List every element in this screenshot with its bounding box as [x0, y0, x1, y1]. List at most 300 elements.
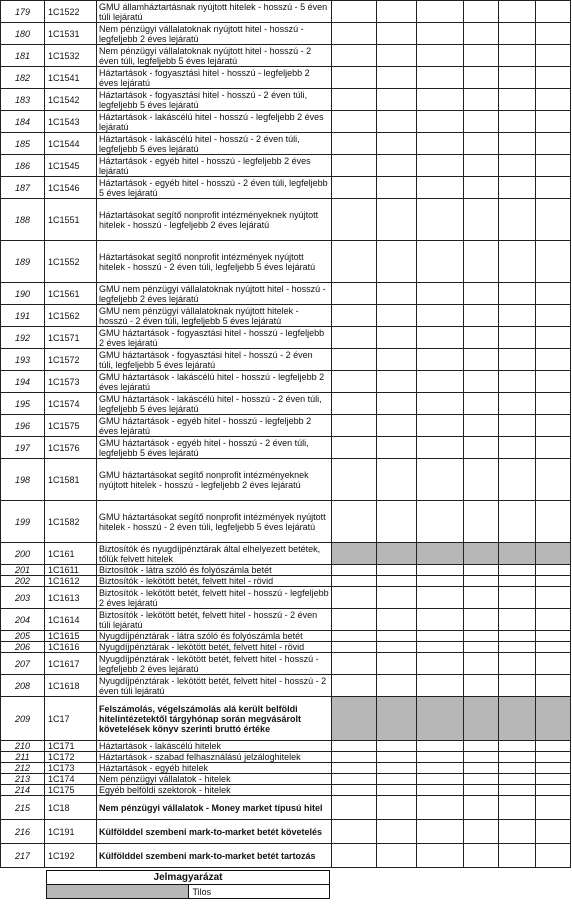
data-entry-cell[interactable]: [499, 111, 536, 133]
data-entry-cell[interactable]: [377, 67, 417, 89]
data-entry-cell[interactable]: [417, 371, 464, 393]
row-description: GMU háztartásokat segítő nonprofit intézményeknek nyújtott hitelek - hosszú - legfeljebb 2 éves lejáratú: [97, 459, 332, 501]
data-entry-cell[interactable]: [464, 241, 499, 283]
data-entry-cell[interactable]: [332, 796, 377, 820]
row-code: 1C192: [45, 844, 97, 868]
data-entry-cell[interactable]: [417, 752, 464, 763]
data-entry-cell[interactable]: [377, 437, 417, 459]
data-entry-cell[interactable]: [417, 177, 464, 199]
table-row: [1, 609, 571, 631]
data-entry-cell[interactable]: [536, 437, 571, 459]
data-entry-cell[interactable]: [377, 763, 417, 774]
data-entry-cell[interactable]: [377, 459, 417, 501]
data-entry-cell[interactable]: [417, 631, 464, 642]
data-entry-cell[interactable]: [332, 111, 377, 133]
row-code: 1C1551: [45, 199, 97, 241]
data-entry-cell[interactable]: [499, 393, 536, 415]
data-entry-cell[interactable]: [332, 155, 377, 177]
row-code: 1C1532: [45, 45, 97, 67]
row-code: 1C1582: [45, 501, 97, 543]
row-description: Háztartások - egyéb hitelek: [97, 763, 332, 774]
data-entry-cell[interactable]: [417, 587, 464, 609]
data-entry-cell[interactable]: [417, 89, 464, 111]
data-entry-cell[interactable]: [464, 133, 499, 155]
data-entry-cell[interactable]: [417, 155, 464, 177]
data-entry-cell[interactable]: [417, 642, 464, 653]
data-entry-cell[interactable]: [417, 199, 464, 241]
data-entry-cell[interactable]: [536, 785, 571, 796]
data-entry-cell[interactable]: [499, 67, 536, 89]
data-entry-cell[interactable]: [499, 844, 536, 868]
table-row: [1, 393, 571, 415]
data-entry-cell[interactable]: [332, 609, 377, 631]
data-entry-cell[interactable]: [332, 675, 377, 697]
data-entry-cell[interactable]: [417, 393, 464, 415]
row-number: 181: [1, 45, 45, 67]
row-number: 195: [1, 393, 45, 415]
data-entry-cell[interactable]: [377, 45, 417, 67]
data-entry-cell[interactable]: [464, 642, 499, 653]
data-entry-cell[interactable]: [332, 501, 377, 543]
data-entry-cell[interactable]: [417, 763, 464, 774]
data-entry-cell[interactable]: [536, 642, 571, 653]
data-entry-cell[interactable]: [332, 67, 377, 89]
legend-box: [46, 870, 330, 899]
data-entry-cell[interactable]: [377, 393, 417, 415]
row-number: 180: [1, 23, 45, 45]
data-entry-cell[interactable]: [464, 1, 499, 23]
legend-label: Tilos: [188, 885, 330, 899]
table-row: [1, 437, 571, 459]
data-entry-cell[interactable]: [332, 774, 377, 785]
data-entry-cell[interactable]: [499, 653, 536, 675]
forbidden-cell: [417, 543, 464, 565]
row-code: 1C17: [45, 697, 97, 741]
data-entry-cell[interactable]: [464, 199, 499, 241]
data-entry-cell[interactable]: [464, 305, 499, 327]
row-code: 1C1561: [45, 283, 97, 305]
data-entry-cell[interactable]: [536, 752, 571, 763]
data-entry-cell[interactable]: [499, 45, 536, 67]
data-entry-cell[interactable]: [499, 820, 536, 844]
row-code: 1C1575: [45, 415, 97, 437]
table-row: [1, 565, 571, 576]
data-entry-cell[interactable]: [377, 283, 417, 305]
data-entry-cell[interactable]: [417, 675, 464, 697]
data-entry-cell[interactable]: [499, 565, 536, 576]
data-entry-cell[interactable]: [499, 459, 536, 501]
data-entry-cell[interactable]: [464, 752, 499, 763]
data-entry-cell[interactable]: [536, 631, 571, 642]
data-entry-cell[interactable]: [536, 587, 571, 609]
row-code: 1C1614: [45, 609, 97, 631]
table-row: [1, 587, 571, 609]
data-entry-cell[interactable]: [332, 415, 377, 437]
data-entry-cell[interactable]: [417, 23, 464, 45]
data-entry-cell[interactable]: [499, 642, 536, 653]
data-entry-cell[interactable]: [332, 241, 377, 283]
data-entry-cell[interactable]: [332, 133, 377, 155]
data-entry-cell[interactable]: [377, 609, 417, 631]
row-description: Biztosítók - lekötött betét, felvett hitel - hosszú - 2 éven túli lejáratú: [97, 609, 332, 631]
data-entry-cell[interactable]: [536, 349, 571, 371]
data-entry-cell[interactable]: [332, 844, 377, 868]
data-entry-cell[interactable]: [464, 349, 499, 371]
table-row: [1, 774, 571, 785]
data-entry-cell[interactable]: [464, 89, 499, 111]
data-entry-cell[interactable]: [377, 576, 417, 587]
data-entry-cell[interactable]: [377, 820, 417, 844]
data-entry-cell[interactable]: [536, 763, 571, 774]
data-entry-cell[interactable]: [377, 565, 417, 576]
data-entry-cell[interactable]: [464, 111, 499, 133]
data-entry-cell[interactable]: [417, 327, 464, 349]
data-entry-cell[interactable]: [464, 501, 499, 543]
data-entry-cell[interactable]: [536, 371, 571, 393]
data-entry-cell[interactable]: [499, 177, 536, 199]
data-entry-cell[interactable]: [499, 349, 536, 371]
data-entry-cell[interactable]: [417, 67, 464, 89]
data-entry-cell[interactable]: [332, 763, 377, 774]
row-number: 208: [1, 675, 45, 697]
data-entry-cell[interactable]: [464, 653, 499, 675]
data-entry-cell[interactable]: [464, 741, 499, 752]
row-description: Külfölddel szembeni mark-to-market betét tartozás: [97, 844, 332, 868]
data-entry-cell[interactable]: [499, 23, 536, 45]
data-entry-cell[interactable]: [464, 393, 499, 415]
data-entry-cell[interactable]: [377, 327, 417, 349]
data-entry-cell[interactable]: [464, 796, 499, 820]
data-entry-cell[interactable]: [536, 133, 571, 155]
row-number: 207: [1, 653, 45, 675]
data-entry-cell[interactable]: [332, 327, 377, 349]
data-entry-cell[interactable]: [332, 820, 377, 844]
data-entry-cell[interactable]: [417, 111, 464, 133]
row-description: Háztartások - egyéb hitel - hosszú - 2 éven túli, legfeljebb 5 éves lejáratú: [97, 177, 332, 199]
table-row: [1, 89, 571, 111]
data-entry-cell[interactable]: [377, 501, 417, 543]
data-entry-cell[interactable]: [332, 393, 377, 415]
data-entry-cell[interactable]: [499, 501, 536, 543]
data-entry-cell[interactable]: [377, 241, 417, 283]
data-entry-cell[interactable]: [464, 67, 499, 89]
row-description: GMU államháztartásnak nyújtott hitelek - hosszú - 5 éven túli lejáratú: [97, 1, 332, 23]
data-entry-cell[interactable]: [377, 199, 417, 241]
data-entry-cell[interactable]: [377, 785, 417, 796]
data-entry-cell[interactable]: [536, 327, 571, 349]
data-entry-cell[interactable]: [417, 1, 464, 23]
row-description: GMU háztartások - egyéb hitel - hosszú - 2 éven túli, legfeljebb 5 éves lejáratú: [97, 437, 332, 459]
data-entry-cell[interactable]: [377, 675, 417, 697]
data-entry-cell[interactable]: [464, 155, 499, 177]
row-code: 1C1612: [45, 576, 97, 587]
data-entry-cell[interactable]: [332, 177, 377, 199]
data-entry-cell[interactable]: [536, 796, 571, 820]
data-entry-cell[interactable]: [332, 459, 377, 501]
data-entry-cell[interactable]: [536, 565, 571, 576]
data-entry-cell[interactable]: [499, 133, 536, 155]
forbidden-cell: [377, 543, 417, 565]
data-entry-cell[interactable]: [377, 177, 417, 199]
data-entry-cell[interactable]: [499, 587, 536, 609]
data-entry-cell[interactable]: [377, 349, 417, 371]
data-entry-cell[interactable]: [377, 23, 417, 45]
row-code: 1C171: [45, 741, 97, 752]
row-code: 1C1615: [45, 631, 97, 642]
data-entry-cell[interactable]: [332, 45, 377, 67]
data-entry-cell[interactable]: [332, 576, 377, 587]
data-entry-cell[interactable]: [417, 459, 464, 501]
data-entry-cell[interactable]: [332, 283, 377, 305]
data-entry-cell[interactable]: [417, 820, 464, 844]
data-entry-cell[interactable]: [464, 820, 499, 844]
table-row: [1, 23, 571, 45]
forbidden-cell: [332, 697, 377, 741]
row-code: 1C175: [45, 785, 97, 796]
data-entry-cell[interactable]: [377, 631, 417, 642]
data-entry-cell[interactable]: [417, 844, 464, 868]
data-entry-cell[interactable]: [464, 327, 499, 349]
data-entry-cell[interactable]: [536, 675, 571, 697]
data-entry-cell[interactable]: [377, 155, 417, 177]
table-row: [1, 675, 571, 697]
data-entry-cell[interactable]: [536, 199, 571, 241]
data-entry-cell[interactable]: [377, 642, 417, 653]
data-entry-cell[interactable]: [417, 45, 464, 67]
forbidden-cell: [464, 697, 499, 741]
data-entry-cell[interactable]: [499, 437, 536, 459]
data-entry-cell[interactable]: [499, 774, 536, 785]
data-entry-cell[interactable]: [417, 349, 464, 371]
row-number: 212: [1, 763, 45, 774]
data-entry-cell[interactable]: [536, 283, 571, 305]
row-code: 1C1613: [45, 587, 97, 609]
data-entry-cell[interactable]: [536, 459, 571, 501]
data-entry-cell[interactable]: [332, 587, 377, 609]
data-entry-cell[interactable]: [332, 1, 377, 23]
table-row: [1, 844, 571, 868]
row-description: Nyugdíjpénztárak - lekötött betét, felvett hitel - hosszú - 2 éven túli lejáratú: [97, 675, 332, 697]
row-number: 200: [1, 543, 45, 565]
data-entry-cell[interactable]: [464, 371, 499, 393]
data-entry-cell[interactable]: [377, 752, 417, 763]
data-entry-cell[interactable]: [417, 774, 464, 785]
data-entry-cell[interactable]: [536, 305, 571, 327]
data-entry-cell[interactable]: [536, 241, 571, 283]
data-entry-cell[interactable]: [464, 609, 499, 631]
data-entry-cell[interactable]: [417, 437, 464, 459]
data-entry-cell[interactable]: [536, 1, 571, 23]
data-entry-cell[interactable]: [377, 89, 417, 111]
data-entry-cell[interactable]: [417, 653, 464, 675]
data-entry-cell[interactable]: [332, 371, 377, 393]
data-entry-cell[interactable]: [464, 437, 499, 459]
data-entry-cell[interactable]: [536, 177, 571, 199]
data-entry-cell[interactable]: [499, 1, 536, 23]
row-description: GMU háztartások - fogyasztási hitel - hosszú - 2 éven túli, legfeljebb 5 éves lejáratú: [97, 349, 332, 371]
data-entry-cell[interactable]: [377, 415, 417, 437]
data-entry-cell[interactable]: [417, 741, 464, 752]
data-entry-cell[interactable]: [464, 283, 499, 305]
data-entry-cell[interactable]: [464, 785, 499, 796]
data-entry-cell[interactable]: [499, 415, 536, 437]
table-row: [1, 415, 571, 437]
data-entry-cell[interactable]: [536, 576, 571, 587]
data-entry-cell[interactable]: [499, 675, 536, 697]
data-entry-cell[interactable]: [332, 565, 377, 576]
row-code: 1C1562: [45, 305, 97, 327]
row-number: 192: [1, 327, 45, 349]
data-entry-cell[interactable]: [499, 283, 536, 305]
data-entry-cell[interactable]: [536, 111, 571, 133]
data-entry-cell[interactable]: [464, 774, 499, 785]
row-number: 193: [1, 349, 45, 371]
data-entry-cell[interactable]: [499, 305, 536, 327]
data-entry-cell[interactable]: [499, 796, 536, 820]
data-entry-cell[interactable]: [464, 45, 499, 67]
data-entry-cell[interactable]: [332, 653, 377, 675]
data-entry-cell[interactable]: [377, 111, 417, 133]
data-entry-cell[interactable]: [377, 844, 417, 868]
data-entry-cell[interactable]: [417, 241, 464, 283]
data-entry-cell[interactable]: [417, 305, 464, 327]
data-entry-cell[interactable]: [332, 199, 377, 241]
data-entry-cell[interactable]: [417, 565, 464, 576]
data-entry-cell[interactable]: [464, 177, 499, 199]
row-number: 183: [1, 89, 45, 111]
data-entry-cell[interactable]: [536, 774, 571, 785]
data-entry-cell[interactable]: [377, 741, 417, 752]
row-code: 1C1543: [45, 111, 97, 133]
row-number: 194: [1, 371, 45, 393]
data-entry-cell[interactable]: [464, 844, 499, 868]
data-entry-cell[interactable]: [377, 133, 417, 155]
data-entry-cell[interactable]: [464, 587, 499, 609]
data-entry-cell[interactable]: [464, 415, 499, 437]
data-entry-cell[interactable]: [464, 675, 499, 697]
data-entry-cell[interactable]: [377, 305, 417, 327]
data-entry-cell[interactable]: [536, 653, 571, 675]
row-description: Biztosítók - lekötött betét, felvett hitel - hosszú - legfeljebb 2 éves lejáratú: [97, 587, 332, 609]
row-number: 217: [1, 844, 45, 868]
data-entry-cell[interactable]: [464, 576, 499, 587]
data-entry-cell[interactable]: [332, 642, 377, 653]
data-entry-cell[interactable]: [417, 133, 464, 155]
data-entry-cell[interactable]: [536, 67, 571, 89]
data-entry-cell[interactable]: [417, 609, 464, 631]
data-entry-cell[interactable]: [377, 1, 417, 23]
table-row: [1, 111, 571, 133]
data-entry-cell[interactable]: [377, 774, 417, 785]
table-row: [1, 371, 571, 393]
row-number: 184: [1, 111, 45, 133]
data-entry-cell[interactable]: [332, 349, 377, 371]
data-entry-cell[interactable]: [536, 820, 571, 844]
data-entry-cell[interactable]: [499, 763, 536, 774]
row-description: Háztartások - lakáscélú hitel - hosszú - legfeljebb 2 éves lejáratú: [97, 111, 332, 133]
data-entry-cell[interactable]: [417, 501, 464, 543]
data-entry-cell[interactable]: [536, 23, 571, 45]
data-entry-cell[interactable]: [377, 653, 417, 675]
data-entry-cell[interactable]: [464, 459, 499, 501]
data-entry-cell[interactable]: [464, 565, 499, 576]
data-entry-cell[interactable]: [499, 371, 536, 393]
data-entry-cell[interactable]: [536, 45, 571, 67]
row-code: 1C1617: [45, 653, 97, 675]
data-entry-cell[interactable]: [464, 763, 499, 774]
table-row: [1, 1, 571, 23]
row-number: 215: [1, 796, 45, 820]
data-entry-cell[interactable]: [417, 576, 464, 587]
data-entry-cell[interactable]: [499, 199, 536, 241]
data-entry-cell[interactable]: [417, 415, 464, 437]
data-entry-cell[interactable]: [499, 785, 536, 796]
table-row: [1, 199, 571, 241]
data-entry-cell[interactable]: [332, 23, 377, 45]
data-entry-cell[interactable]: [536, 89, 571, 111]
data-entry-cell[interactable]: [332, 631, 377, 642]
row-description: Háztartások - lakáscélú hitelek: [97, 741, 332, 752]
data-entry-cell[interactable]: [377, 796, 417, 820]
data-entry-cell[interactable]: [536, 155, 571, 177]
data-entry-cell[interactable]: [499, 327, 536, 349]
data-entry-cell[interactable]: [464, 23, 499, 45]
row-description: GMU nem pénzügyi vállalatoknak nyújtott hitel - hosszú - legfeljebb 2 éves lejáratú: [97, 283, 332, 305]
data-entry-cell[interactable]: [417, 796, 464, 820]
data-entry-cell[interactable]: [499, 241, 536, 283]
data-entry-cell[interactable]: [536, 415, 571, 437]
data-entry-cell[interactable]: [377, 371, 417, 393]
data-entry-cell[interactable]: [536, 741, 571, 752]
row-description: GMU háztartások - fogyasztási hitel - hosszú - legfeljebb 2 éves lejáratú: [97, 327, 332, 349]
row-description: Nyugdíjpénztárak - lekötött betét, felvett hitel - hosszú - legfeljebb 2 éves lejáratú: [97, 653, 332, 675]
data-entry-cell[interactable]: [536, 501, 571, 543]
row-number: 186: [1, 155, 45, 177]
table-row: [1, 576, 571, 587]
data-entry-cell[interactable]: [332, 437, 377, 459]
row-description: Biztosítók - lekötött betét, felvett hitel - rövid: [97, 576, 332, 587]
data-entry-cell[interactable]: [536, 393, 571, 415]
row-number: 189: [1, 241, 45, 283]
row-code: 1C1546: [45, 177, 97, 199]
data-entry-cell[interactable]: [536, 609, 571, 631]
data-entry-cell[interactable]: [332, 785, 377, 796]
data-entry-cell[interactable]: [332, 89, 377, 111]
data-entry-cell[interactable]: [499, 576, 536, 587]
row-number: 211: [1, 752, 45, 763]
data-entry-cell[interactable]: [499, 752, 536, 763]
data-entry-cell[interactable]: [417, 785, 464, 796]
data-entry-cell[interactable]: [499, 89, 536, 111]
data-entry-cell[interactable]: [464, 631, 499, 642]
row-description: Háztartások - fogyasztási hitel - hosszú - legfeljebb 2 éves lejáratú: [97, 67, 332, 89]
row-description: Nem pénzügyi vállalatoknak nyújtott hitel - hosszú - 2 éven túli, legfeljebb 5 éves lejáratú: [97, 45, 332, 67]
data-entry-cell[interactable]: [499, 631, 536, 642]
row-number: 210: [1, 741, 45, 752]
data-entry-cell[interactable]: [499, 741, 536, 752]
data-entry-cell[interactable]: [377, 587, 417, 609]
data-entry-cell[interactable]: [332, 741, 377, 752]
table-row: [1, 67, 571, 89]
data-entry-cell[interactable]: [417, 283, 464, 305]
data-entry-cell[interactable]: [332, 752, 377, 763]
data-entry-cell[interactable]: [499, 609, 536, 631]
data-entry-cell[interactable]: [332, 305, 377, 327]
data-entry-cell[interactable]: [536, 844, 571, 868]
table-row: [1, 631, 571, 642]
row-description: Egyéb belföldi szektorok - hitelek: [97, 785, 332, 796]
data-entry-cell[interactable]: [499, 155, 536, 177]
